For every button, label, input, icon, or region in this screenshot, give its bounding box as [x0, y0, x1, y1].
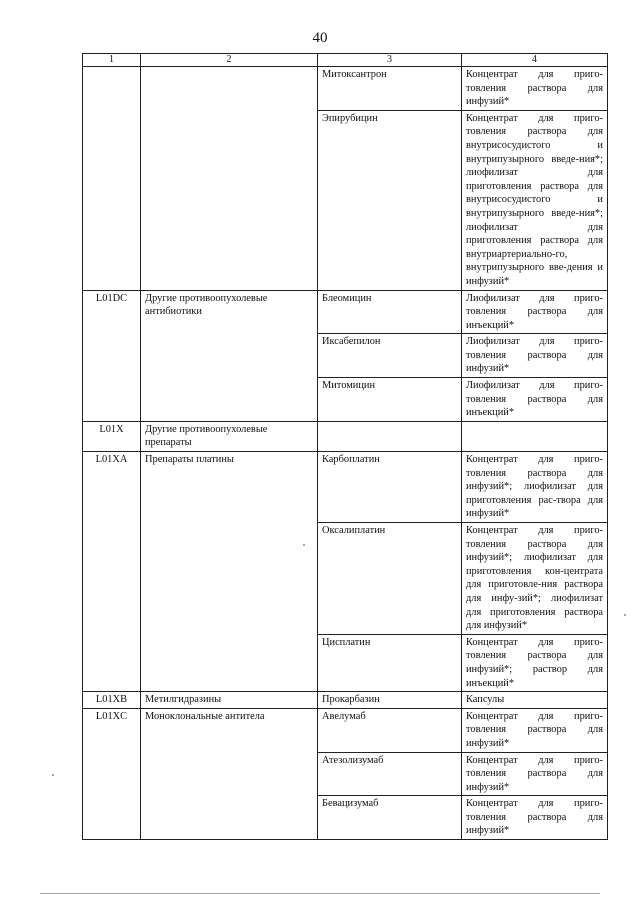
dosage-form-cell: Капсулы: [462, 692, 608, 709]
table-row: [83, 290, 608, 334]
atc-code-cell: L01X: [83, 421, 141, 451]
table-body: [83, 54, 608, 840]
dosage-form-cell: Лиофилизат для приго-товления раствора для инъекций*: [462, 378, 608, 422]
scan-mark: [40, 893, 600, 894]
drug-name-cell: [318, 421, 462, 451]
drug-name-cell: Карбоплатин: [318, 452, 462, 523]
atc-code-cell: L01XB: [83, 692, 141, 709]
drug-name-cell: Оксалиплатин: [318, 523, 462, 635]
scan-mark: [303, 544, 305, 546]
page-number: 40: [312, 30, 328, 46]
drug-name-cell: Бевацизумаб: [318, 796, 462, 840]
group-name-cell: Другие противоопухолевые препараты: [141, 421, 318, 451]
group-name-cell: Другие противоопухолевые антибиотики: [141, 290, 318, 421]
drug-name-cell: Атезолизумаб: [318, 752, 462, 796]
group-name-cell: Метилгидразины: [141, 692, 318, 709]
dosage-form-cell: Концентрат для приго-товления раствора для инфузий*; лиофилизат для приготовления рас-твора для инфузий*: [462, 452, 608, 523]
drug-name-cell: Иксабепилон: [318, 334, 462, 378]
dosage-form-cell: Лиофилизат для приго-товления раствора для инфузий*: [462, 334, 608, 378]
scan-mark: [624, 614, 626, 616]
dosage-form-cell: Концентрат для приго-товления раствора для инфузий*; раствор для инъекций*: [462, 634, 608, 691]
table-row: [83, 708, 608, 752]
atc-code-cell: [83, 67, 141, 291]
dosage-form-cell: Концентрат для приго-товления раствора для внутрисосудистого и внутрипузырного введе-ния*; лиофилизат для приготовления раствора для внутрисосудистого и внутрипузырного введе-ния*; лиофилизат для приготовления раствора для внутриартериально-го, внутрипузырного вве-дения и инфузий*: [462, 110, 608, 290]
scan-mark: [52, 774, 54, 776]
drug-name-cell: Митоксантрон: [318, 67, 462, 111]
drug-name-cell: Митомицин: [318, 378, 462, 422]
group-name-cell: Препараты платины: [141, 452, 318, 692]
drug-name-cell: Авелумаб: [318, 708, 462, 752]
dosage-form-cell: Концентрат для приго-товления раствора для инфузий*: [462, 67, 608, 111]
atc-code-cell: L01XA: [83, 452, 141, 692]
drug-name-cell: Эпирубицин: [318, 110, 462, 290]
dosage-form-cell: [462, 421, 608, 451]
column-header: 4: [462, 54, 608, 67]
drug-name-cell: Блеомицин: [318, 290, 462, 334]
dosage-form-cell: Лиофилизат для приго-товления раствора для инъекций*: [462, 290, 608, 334]
group-name-cell: [141, 67, 318, 291]
table-row: [83, 692, 608, 709]
drug-name-cell: Цисплатин: [318, 634, 462, 691]
table-row: [83, 67, 608, 111]
drug-name-cell: Прокарбазин: [318, 692, 462, 709]
dosage-form-cell: Концентрат для приго-товления раствора для инфузий*: [462, 708, 608, 752]
dosage-form-cell: Концентрат для приго-товления раствора для инфузий*; лиофилизат для приготовления кон-центрата для приготовле-ния раствора для инфу-зий*; лиофилизат для приготовления раствора для инфузий*: [462, 523, 608, 635]
table-row: [83, 452, 608, 523]
column-header: 3: [318, 54, 462, 67]
drug-table: [82, 53, 608, 840]
atc-code-cell: L01XC: [83, 708, 141, 839]
header-row: [83, 54, 608, 67]
group-name-cell: Моноклональные антитела: [141, 708, 318, 839]
column-header: 2: [141, 54, 318, 67]
column-header: 1: [83, 54, 141, 67]
table-row: [83, 421, 608, 451]
dosage-form-cell: Концентрат для приго-товления раствора для инфузий*: [462, 752, 608, 796]
dosage-form-cell: Концентрат для приго-товления раствора для инфузий*: [462, 796, 608, 840]
atc-code-cell: L01DC: [83, 290, 141, 421]
